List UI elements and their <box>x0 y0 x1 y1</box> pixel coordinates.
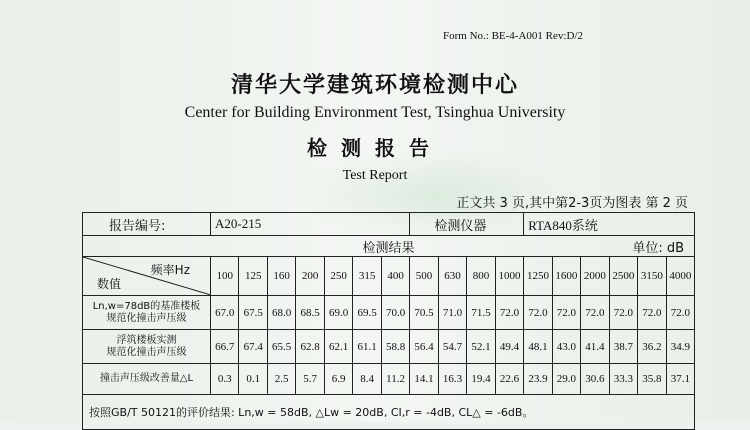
value-cell: 35.8 <box>638 364 666 395</box>
value-cell: 2.5 <box>267 364 295 395</box>
value-cell: 38.7 <box>609 330 637 364</box>
value-cell: 30.6 <box>581 364 609 395</box>
value-cell: 72.0 <box>495 296 523 330</box>
frequency-cell: 125 <box>239 257 267 296</box>
value-cell: 43.0 <box>552 330 580 364</box>
value-cell: 61.1 <box>353 330 381 364</box>
corner-value-label: 数值 <box>97 277 122 291</box>
value-cell: 65.5 <box>267 330 295 364</box>
value-cell: 68.5 <box>296 296 324 330</box>
row-label <box>83 364 211 395</box>
value-cell: 5.7 <box>296 364 324 395</box>
frequency-cell: 100 <box>211 257 239 296</box>
row-label-line1: 撞击声压级改善量△L <box>99 373 194 384</box>
form-number: Form No.: BE-4-A001 Rev:D/2 <box>443 30 583 42</box>
report-number-value: A20-215 <box>211 213 410 236</box>
value-cell: 68.0 <box>267 296 295 330</box>
value-cell: 58.8 <box>381 330 410 364</box>
value-cell: 70.5 <box>410 296 438 330</box>
value-cell: 69.5 <box>353 296 381 330</box>
value-cell: 48.1 <box>524 330 552 364</box>
reference-floor-row <box>83 296 695 330</box>
value-cell: 41.4 <box>581 330 609 364</box>
results-title: 检测结果 <box>362 240 415 256</box>
value-cell: 71.0 <box>438 296 466 330</box>
row-label-line2: 规范化撞击声压级 <box>106 312 187 324</box>
value-cell: 71.5 <box>467 296 495 330</box>
value-cell: 72.0 <box>524 296 552 330</box>
value-cell: 36.2 <box>638 330 666 364</box>
value-cell: 0.1 <box>239 364 267 395</box>
center-title-english: Center for Building Environment Test, Tsinghua University <box>184 104 566 121</box>
row-label-line2: 规范化撞击声压级 <box>106 346 187 358</box>
row-label <box>83 330 211 364</box>
frequency-cell: 3150 <box>638 257 666 296</box>
frequency-cell: 4000 <box>666 257 695 296</box>
value-cell: 19.4 <box>467 364 495 395</box>
value-cell: 67.0 <box>211 296 239 330</box>
value-cell: 72.0 <box>609 296 637 330</box>
value-cell: 49.4 <box>495 330 523 364</box>
value-cell: 11.2 <box>381 364 410 395</box>
center-title-chinese: 清华大学建筑环境检测中心 <box>230 73 519 98</box>
report-title-english: Test Report <box>342 168 408 183</box>
frequency-cell: 250 <box>324 257 352 296</box>
value-cell: 54.7 <box>438 330 466 364</box>
value-cell: 0.3 <box>211 364 239 395</box>
value-cell: 72.0 <box>638 296 666 330</box>
frequency-cell: 630 <box>438 257 466 296</box>
value-cell: 72.0 <box>581 296 609 330</box>
value-cell: 8.4 <box>353 364 381 395</box>
unit-label: 单位: dB <box>632 240 685 256</box>
row-label-line1: Ln,w=78dB的基准楼板 <box>92 300 201 312</box>
value-cell: 66.7 <box>211 330 239 364</box>
results-title-cell <box>83 236 695 257</box>
value-cell: 6.9 <box>324 364 352 395</box>
frequency-row <box>83 257 695 296</box>
value-cell: 37.1 <box>666 364 695 395</box>
value-cell: 67.4 <box>239 330 267 364</box>
value-cell: 62.1 <box>324 330 352 364</box>
value-cell: 56.4 <box>410 330 438 364</box>
corner-frequency-label: 频率Hz <box>150 263 190 277</box>
frequency-cell: 500 <box>410 257 438 296</box>
improvement-row <box>83 364 695 395</box>
instrument-value: RTA840系统 <box>524 213 695 236</box>
value-cell: 52.1 <box>467 330 495 364</box>
value-cell: 72.0 <box>552 296 580 330</box>
instrument-label: 检测仪器 <box>410 213 524 236</box>
value-cell: 34.9 <box>666 330 695 364</box>
value-cell: 33.3 <box>609 364 637 395</box>
corner-cell <box>83 257 211 296</box>
results-title-row <box>83 236 695 257</box>
results-table <box>82 212 695 430</box>
header-row <box>83 213 695 236</box>
frequency-cell: 400 <box>381 257 410 296</box>
frequency-cell: 800 <box>467 257 495 296</box>
value-cell: 72.0 <box>666 296 695 330</box>
frequency-cell: 1000 <box>495 257 523 296</box>
value-cell: 16.3 <box>438 364 466 395</box>
value-cell: 29.0 <box>552 364 580 395</box>
value-cell: 14.1 <box>410 364 438 395</box>
value-cell: 70.0 <box>381 296 410 330</box>
frequency-cell: 2500 <box>609 257 637 296</box>
report-number-label: 报告编号: <box>83 213 211 236</box>
frequency-cell: 200 <box>296 257 324 296</box>
report-title-chinese: 检测报告 <box>307 136 443 160</box>
floating-floor-row <box>83 330 695 364</box>
frequency-cell: 1600 <box>552 257 580 296</box>
evaluation-row <box>83 395 695 430</box>
value-cell: 69.0 <box>324 296 352 330</box>
frequency-cell: 2000 <box>581 257 609 296</box>
value-cell: 62.8 <box>296 330 324 364</box>
row-label <box>83 296 211 330</box>
evaluation-result: 按照GB/T 50121的评价结果: Ln,w = 58dB, △Lw = 20dB, CI,r = -4dB, CL△ = -6dB。 <box>83 395 695 430</box>
row-label-line1: 浮筑楼板实测 <box>116 334 177 346</box>
value-cell: 67.5 <box>239 296 267 330</box>
frequency-cell: 1250 <box>524 257 552 296</box>
value-cell: 23.9 <box>524 364 552 395</box>
frequency-cell: 315 <box>353 257 381 296</box>
page-count-note: 正文共 3 页,其中第2-3页为图表 第 2 页 <box>456 196 688 211</box>
frequency-cell: 160 <box>267 257 295 296</box>
value-cell: 22.6 <box>495 364 523 395</box>
